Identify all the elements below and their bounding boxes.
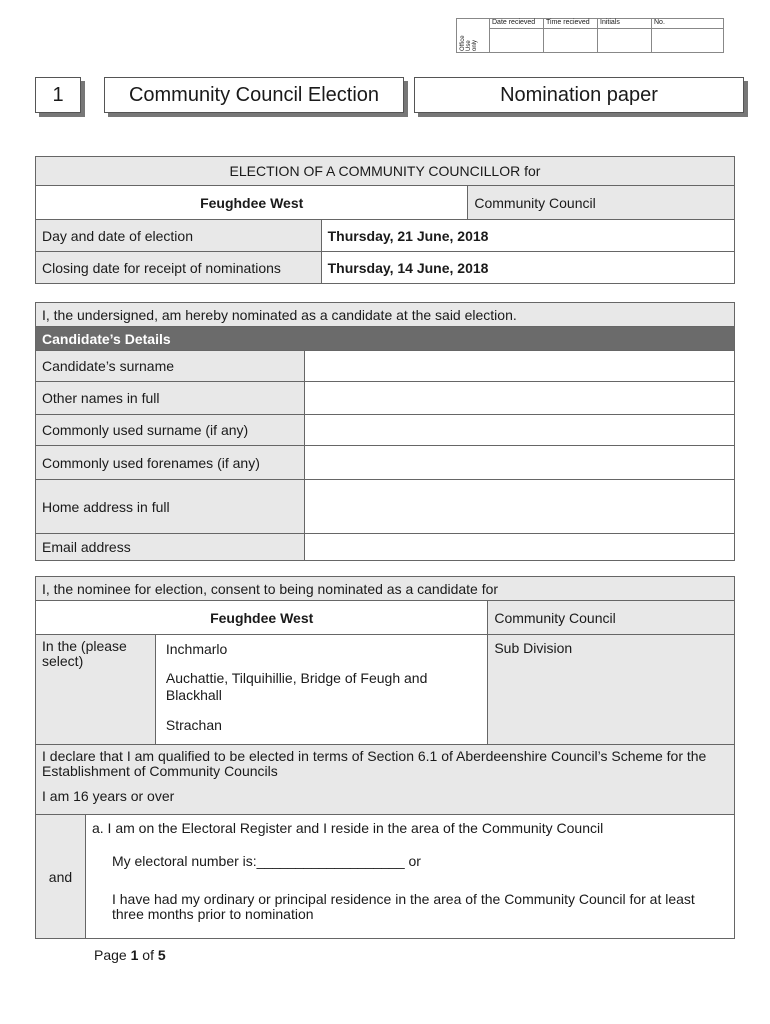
- office-time-cell[interactable]: [544, 29, 598, 53]
- office-use-box: [456, 18, 724, 53]
- title-box: [104, 77, 404, 113]
- select-label: In the (please select): [36, 635, 156, 745]
- surname-field[interactable]: [304, 351, 734, 382]
- election-council-name: Feughdee West: [36, 186, 468, 220]
- page-title: Community Council Election: [128, 83, 380, 106]
- candidate-table: [35, 302, 735, 561]
- age-statement: I am 16 years or over: [42, 788, 175, 804]
- office-header-number: No.: [652, 19, 724, 29]
- election-council-suffix: Community Council: [468, 186, 735, 220]
- office-header-initials: Initials: [598, 19, 652, 29]
- consent-table: [35, 576, 735, 939]
- election-heading: ELECTION OF A COMMUNITY COUNCILLOR for: [36, 157, 735, 186]
- clause-a-text: a. I am on the Electoral Register and I reside in the area of the Community Council: [91, 820, 604, 836]
- page-total: 5: [157, 947, 166, 963]
- candidate-intro: I, the undersigned, am hereby nominated as a candidate at the said election.: [36, 303, 735, 327]
- subtitle-box: [414, 77, 744, 113]
- page-word: Page: [94, 947, 127, 963]
- election-row: [36, 220, 735, 252]
- table-row: [36, 382, 735, 415]
- common-surname-label: Commonly used surname (if any): [36, 415, 305, 446]
- office-number-cell[interactable]: [652, 29, 724, 53]
- home-address-field[interactable]: [304, 480, 734, 534]
- table-row: [36, 446, 735, 480]
- election-day-label: Day and date of election: [36, 220, 322, 252]
- page-number: [94, 947, 166, 963]
- closing-date-label: Closing date for receipt of nominations: [36, 252, 322, 284]
- common-forenames-field[interactable]: [304, 446, 734, 480]
- other-names-label: Other names in full: [36, 382, 305, 415]
- election-row: [36, 252, 735, 284]
- sub-division-options: [155, 635, 487, 745]
- option-strachan[interactable]: Strachan: [165, 717, 222, 733]
- option-auchattie[interactable]: Auchattie, Tilquihillie, Bridge of Feugh and Blackhall: [165, 670, 428, 703]
- section-number-box: [35, 77, 81, 113]
- common-surname-field[interactable]: [304, 415, 734, 446]
- home-address-label: Home address in full: [36, 480, 305, 534]
- page-current: 1: [130, 947, 139, 963]
- consent-intro: I, the nominee for election, consent to being nominated as a candidate for: [36, 577, 735, 601]
- clause-a-cell: [85, 815, 734, 939]
- closing-date-value: Thursday, 14 June, 2018: [321, 252, 734, 284]
- election-table: [35, 156, 735, 284]
- table-row: [36, 351, 735, 382]
- other-names-field[interactable]: [304, 382, 734, 415]
- option-inchmarlo[interactable]: Inchmarlo: [165, 641, 228, 657]
- residence-text: I have had my ordinary or principal residence in the area of the Community Council for at least three months prior to nomination: [111, 891, 695, 922]
- declaration-cell: [36, 745, 735, 815]
- office-initials-cell[interactable]: [598, 29, 652, 53]
- page-subtitle: Nomination paper: [500, 83, 658, 106]
- sub-division-label: Sub Division: [488, 635, 735, 745]
- consent-council-suffix: Community Council: [488, 601, 735, 635]
- table-row: [36, 480, 735, 534]
- email-label: Email address: [36, 534, 305, 561]
- office-use-label-line: only: [472, 39, 478, 51]
- candidate-section-title: Candidate’s Details: [36, 327, 735, 351]
- office-header-date: Date recieved: [490, 19, 544, 29]
- electoral-number-line[interactable]: My electoral number is:___________________ or: [111, 853, 421, 869]
- office-use-label-line: Use: [466, 40, 472, 51]
- office-use-label-line: Office: [460, 35, 466, 51]
- email-field[interactable]: [304, 534, 734, 561]
- office-header-time: Time recieved: [544, 19, 598, 29]
- section-number: 1: [52, 83, 64, 106]
- and-label: and: [36, 815, 86, 939]
- election-day-value: Thursday, 21 June, 2018: [321, 220, 734, 252]
- consent-council-name: Feughdee West: [36, 601, 488, 635]
- declaration-text: I declare that I am qualified to be elected in terms of Section 6.1 of Aberdeenshire Council’s Scheme for the Establishment of Community Councils: [42, 748, 707, 779]
- common-forenames-label: Commonly used forenames (if any): [36, 446, 305, 480]
- table-row: [36, 534, 735, 561]
- table-row: [36, 415, 735, 446]
- page-of-word: of: [142, 947, 154, 963]
- office-use-label: [457, 19, 490, 53]
- surname-label: Candidate’s surname: [36, 351, 305, 382]
- office-date-cell[interactable]: [490, 29, 544, 53]
